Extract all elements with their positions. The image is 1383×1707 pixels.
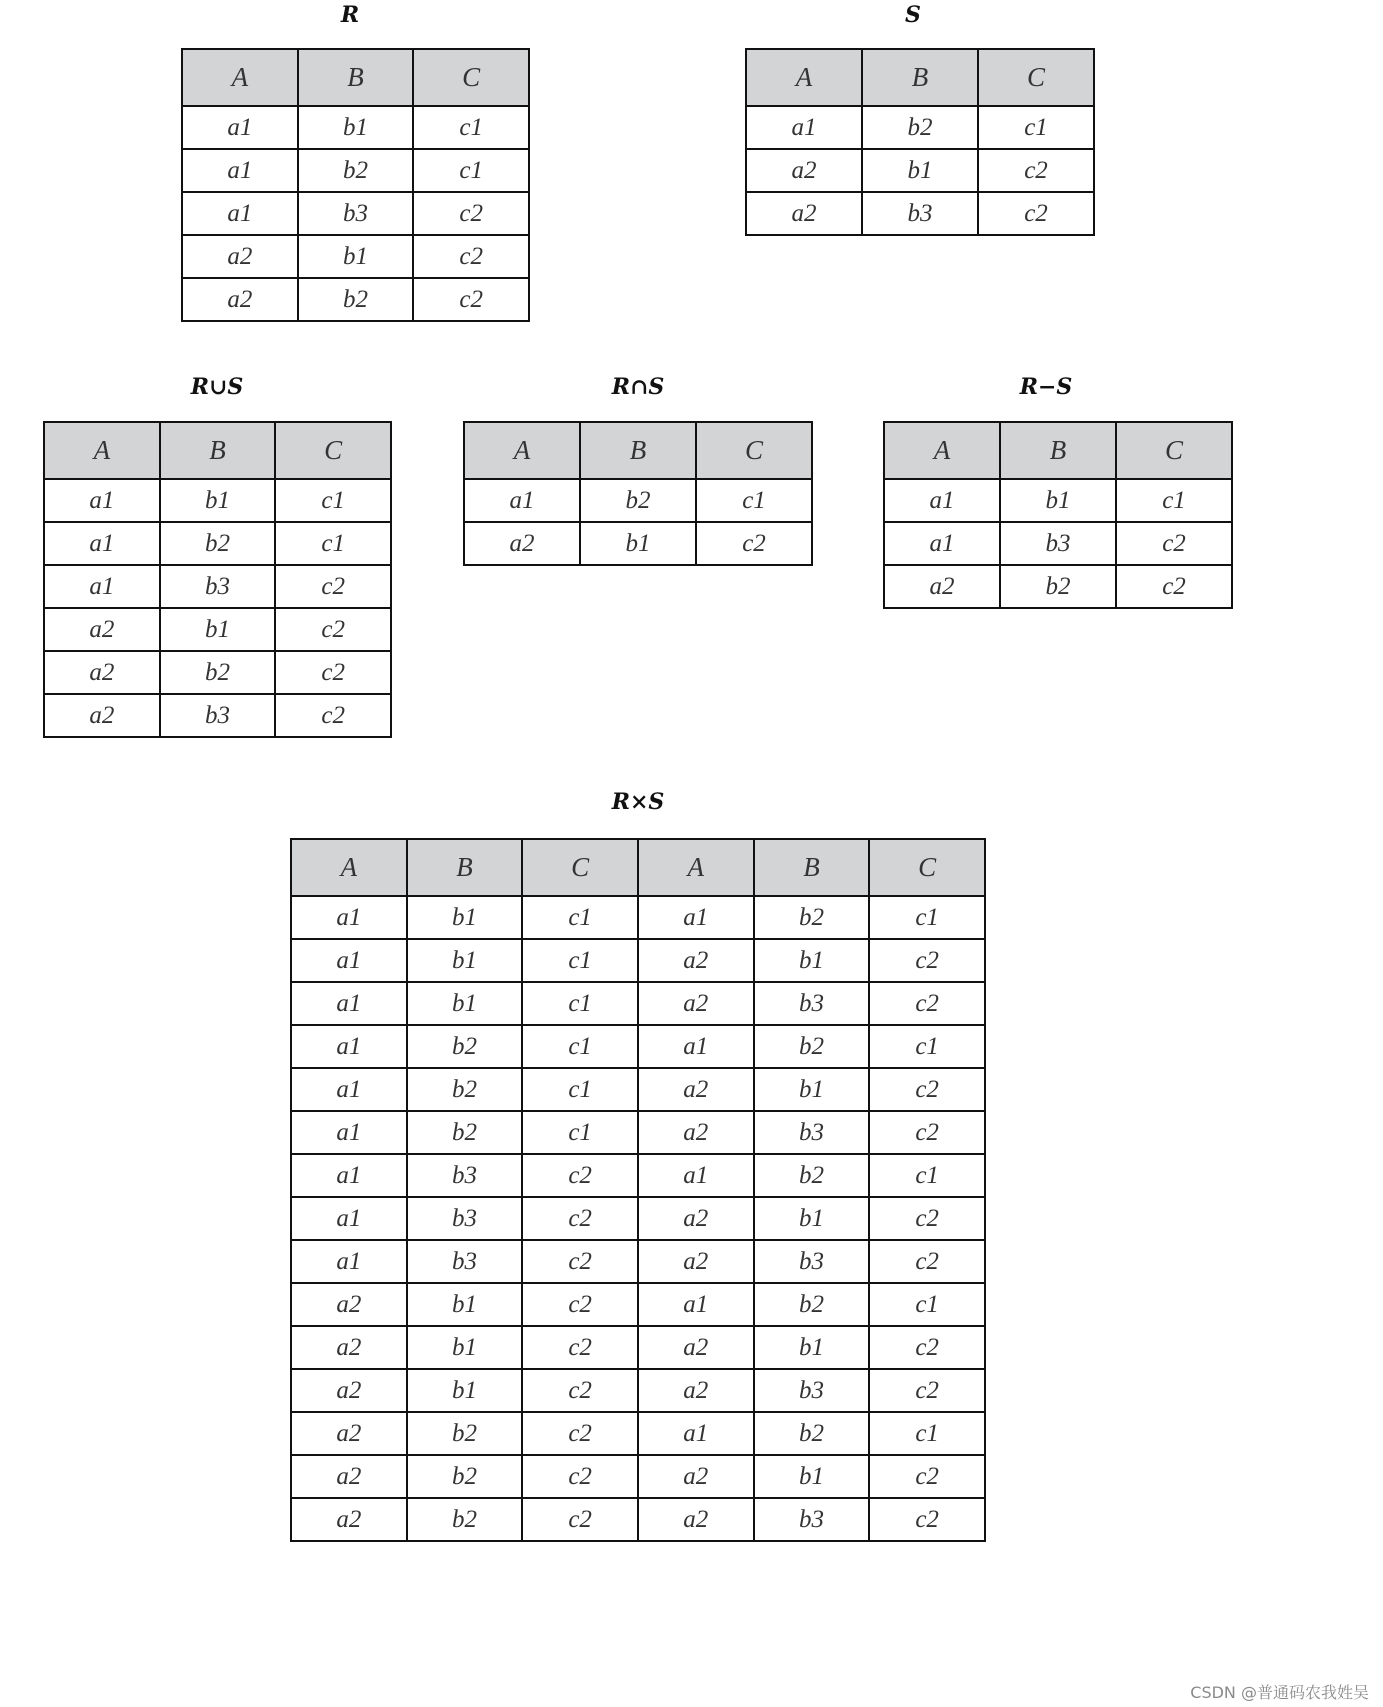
table-row <box>291 939 985 982</box>
table-row <box>746 106 1094 149</box>
table-cell: a2 <box>638 1068 754 1111</box>
table-r <box>181 48 530 322</box>
column-header: C <box>275 422 391 479</box>
table-cell: a1 <box>182 149 298 192</box>
table-cell: b2 <box>862 106 978 149</box>
table-row <box>182 149 529 192</box>
table-union <box>43 421 392 738</box>
table-cell: a2 <box>291 1498 407 1541</box>
table-cell: b3 <box>1000 522 1116 565</box>
table-cell: b3 <box>862 192 978 235</box>
table-row <box>291 1240 985 1283</box>
table-cell: a2 <box>638 1197 754 1240</box>
table-cell: b2 <box>754 1154 870 1197</box>
table-cell: c2 <box>522 1498 638 1541</box>
table-cell: b1 <box>407 1283 523 1326</box>
table-cell: c2 <box>978 149 1094 192</box>
column-header: A <box>746 49 862 106</box>
table-cell: c1 <box>522 1068 638 1111</box>
table-cell: c1 <box>413 149 529 192</box>
table-cell: c2 <box>413 278 529 321</box>
table-cell: a1 <box>291 939 407 982</box>
table-cell: a2 <box>182 235 298 278</box>
table-cell: a1 <box>464 479 580 522</box>
header-row <box>291 839 985 896</box>
table-cell: c1 <box>522 939 638 982</box>
table-cell: a2 <box>638 1111 754 1154</box>
table-cell: c1 <box>869 1154 985 1197</box>
table-cell: b1 <box>754 1326 870 1369</box>
column-header: B <box>298 49 414 106</box>
table-cell: c1 <box>869 1283 985 1326</box>
column-header: A <box>44 422 160 479</box>
table-cell: a2 <box>638 1498 754 1541</box>
table-cell: b2 <box>298 278 414 321</box>
table-cell: c1 <box>522 1111 638 1154</box>
table-cell: a1 <box>291 896 407 939</box>
table-row <box>291 1197 985 1240</box>
table-intersection <box>463 421 813 566</box>
table-cell: b1 <box>407 1369 523 1412</box>
table-cell: a1 <box>884 479 1000 522</box>
column-header: B <box>407 839 523 896</box>
column-header: A <box>884 422 1000 479</box>
table-row <box>291 1498 985 1541</box>
table-cell: b2 <box>1000 565 1116 608</box>
table-cell: a2 <box>638 939 754 982</box>
table-cell: a2 <box>182 278 298 321</box>
table-cell: a1 <box>182 106 298 149</box>
table-cell: b1 <box>1000 479 1116 522</box>
table-row <box>464 479 812 522</box>
table-row <box>291 1154 985 1197</box>
table-cell: c2 <box>413 235 529 278</box>
table-cell: a1 <box>291 1111 407 1154</box>
table-cell: c1 <box>696 479 812 522</box>
table-cell: a1 <box>884 522 1000 565</box>
column-header: A <box>464 422 580 479</box>
table-cell: c2 <box>522 1197 638 1240</box>
table-cell: b2 <box>407 1068 523 1111</box>
table-cell: a1 <box>291 1154 407 1197</box>
table-row <box>44 479 391 522</box>
column-header: B <box>580 422 696 479</box>
table-cell: b1 <box>298 106 414 149</box>
table-row <box>291 1369 985 1412</box>
column-header: B <box>754 839 870 896</box>
table-row <box>182 235 529 278</box>
table-cell: c2 <box>869 1369 985 1412</box>
table-cell: a2 <box>638 1240 754 1283</box>
table-cell: c2 <box>869 1068 985 1111</box>
table-row <box>291 1068 985 1111</box>
table-cell: b3 <box>407 1197 523 1240</box>
table-cell: b3 <box>160 565 276 608</box>
table-cell: b2 <box>298 149 414 192</box>
table-cell: b1 <box>298 235 414 278</box>
table-cell: c2 <box>275 565 391 608</box>
table-cell: a1 <box>638 1283 754 1326</box>
table-cell: a1 <box>44 565 160 608</box>
table-cell: a2 <box>638 982 754 1025</box>
table-cell: b2 <box>580 479 696 522</box>
table-cell: a2 <box>746 192 862 235</box>
table-cell: c2 <box>869 1111 985 1154</box>
table-cell: a2 <box>44 608 160 651</box>
table-cell: c1 <box>869 896 985 939</box>
table-row <box>291 1326 985 1369</box>
table-cell: b2 <box>407 1455 523 1498</box>
table-cell: a1 <box>291 1197 407 1240</box>
table-cell: b2 <box>754 896 870 939</box>
table-cell: b2 <box>754 1025 870 1068</box>
table-cell: c1 <box>522 982 638 1025</box>
table-cell: c2 <box>522 1283 638 1326</box>
column-header: B <box>1000 422 1116 479</box>
header-row <box>884 422 1232 479</box>
table-cell: a2 <box>291 1326 407 1369</box>
column-header: A <box>291 839 407 896</box>
table-cell: b1 <box>407 896 523 939</box>
table-cell: b3 <box>754 1240 870 1283</box>
table-cell: a1 <box>638 896 754 939</box>
table-row <box>884 479 1232 522</box>
table-s <box>745 48 1095 236</box>
table-cell: b1 <box>407 939 523 982</box>
table-cell: b3 <box>754 1111 870 1154</box>
table-cell: a1 <box>44 479 160 522</box>
table-cell: b1 <box>407 982 523 1025</box>
column-header: C <box>1116 422 1232 479</box>
table-cell: c1 <box>522 896 638 939</box>
table-cell: b1 <box>407 1326 523 1369</box>
table-row <box>182 192 529 235</box>
table-cell: c2 <box>978 192 1094 235</box>
table-cell: a2 <box>44 694 160 737</box>
table-cell: a2 <box>638 1326 754 1369</box>
table-cell: a1 <box>746 106 862 149</box>
table-cell: c1 <box>413 106 529 149</box>
title-product: R×S <box>611 789 665 815</box>
table-cell: c2 <box>522 1369 638 1412</box>
table-row <box>44 651 391 694</box>
table-cell: a2 <box>464 522 580 565</box>
table-row <box>44 694 391 737</box>
table-row <box>182 278 529 321</box>
table-cell: c2 <box>522 1240 638 1283</box>
table-cell: a1 <box>44 522 160 565</box>
table-cell: c2 <box>1116 522 1232 565</box>
table-cell: c2 <box>869 1197 985 1240</box>
table-cell: b2 <box>160 522 276 565</box>
table-cell: b3 <box>754 1498 870 1541</box>
table-cell: c2 <box>275 608 391 651</box>
column-header: B <box>862 49 978 106</box>
table-cell: a2 <box>638 1369 754 1412</box>
table-row <box>291 1025 985 1068</box>
table-cell: a1 <box>638 1412 754 1455</box>
table-cell: b2 <box>407 1498 523 1541</box>
table-row <box>44 608 391 651</box>
table-cell: a1 <box>182 192 298 235</box>
table-cell: b3 <box>754 982 870 1025</box>
table-cell: c2 <box>522 1326 638 1369</box>
table-cell: b1 <box>754 939 870 982</box>
table-cell: b3 <box>407 1154 523 1197</box>
table-cell: b2 <box>754 1283 870 1326</box>
table-cell: c2 <box>522 1412 638 1455</box>
table-cell: c2 <box>869 982 985 1025</box>
table-cell: a2 <box>746 149 862 192</box>
table-cell: a2 <box>884 565 1000 608</box>
table-row <box>291 896 985 939</box>
table-cell: b2 <box>160 651 276 694</box>
table-row <box>746 192 1094 235</box>
table-row <box>884 522 1232 565</box>
column-header: B <box>160 422 276 479</box>
column-header: A <box>638 839 754 896</box>
table-product <box>290 838 986 1542</box>
watermark: CSDN @普通码农我姓吴 <box>1190 1683 1369 1702</box>
table-cell: b3 <box>407 1240 523 1283</box>
table-cell: c2 <box>522 1455 638 1498</box>
table-cell: c2 <box>696 522 812 565</box>
header-row <box>746 49 1094 106</box>
table-cell: c1 <box>522 1025 638 1068</box>
table-cell: a1 <box>638 1154 754 1197</box>
table-cell: b1 <box>580 522 696 565</box>
table-cell: c1 <box>869 1412 985 1455</box>
header-row <box>44 422 391 479</box>
table-cell: a1 <box>638 1025 754 1068</box>
table-cell: a1 <box>291 982 407 1025</box>
table-cell: b1 <box>160 608 276 651</box>
table-row <box>291 1283 985 1326</box>
column-header: C <box>413 49 529 106</box>
table-cell: c2 <box>1116 565 1232 608</box>
table-row <box>884 565 1232 608</box>
table-cell: c1 <box>978 106 1094 149</box>
title-r: R <box>340 2 360 28</box>
table-cell: a2 <box>638 1455 754 1498</box>
table-cell: c2 <box>869 1240 985 1283</box>
table-cell: c2 <box>275 694 391 737</box>
table-cell: a2 <box>291 1412 407 1455</box>
table-cell: c2 <box>413 192 529 235</box>
table-cell: b3 <box>754 1369 870 1412</box>
table-cell: a1 <box>291 1240 407 1283</box>
column-header: C <box>696 422 812 479</box>
table-cell: c1 <box>275 479 391 522</box>
table-cell: b3 <box>160 694 276 737</box>
table-cell: b3 <box>298 192 414 235</box>
table-cell: a2 <box>291 1369 407 1412</box>
table-cell: a2 <box>291 1455 407 1498</box>
title-union: R∪S <box>190 374 244 400</box>
column-header: C <box>869 839 985 896</box>
title-difference: R−S <box>1019 374 1073 400</box>
table-cell: c1 <box>1116 479 1232 522</box>
table-cell: c1 <box>275 522 391 565</box>
table-row <box>464 522 812 565</box>
table-cell: b1 <box>754 1455 870 1498</box>
table-cell: c2 <box>869 1498 985 1541</box>
table-row <box>746 149 1094 192</box>
table-row <box>182 106 529 149</box>
table-row <box>44 565 391 608</box>
table-difference <box>883 421 1233 609</box>
table-cell: b2 <box>407 1111 523 1154</box>
table-cell: c2 <box>869 1455 985 1498</box>
table-row <box>291 982 985 1025</box>
column-header: C <box>978 49 1094 106</box>
table-cell: c2 <box>275 651 391 694</box>
table-cell: c2 <box>522 1154 638 1197</box>
title-intersection: R∩S <box>611 374 665 400</box>
table-cell: a2 <box>44 651 160 694</box>
table-cell: b1 <box>160 479 276 522</box>
table-cell: c1 <box>869 1025 985 1068</box>
table-cell: a1 <box>291 1068 407 1111</box>
table-cell: b1 <box>862 149 978 192</box>
table-cell: b2 <box>407 1025 523 1068</box>
table-cell: b2 <box>754 1412 870 1455</box>
table-row <box>291 1455 985 1498</box>
table-cell: b1 <box>754 1068 870 1111</box>
table-cell: b1 <box>754 1197 870 1240</box>
column-header: A <box>182 49 298 106</box>
table-cell: c2 <box>869 939 985 982</box>
table-row <box>291 1412 985 1455</box>
table-cell: b2 <box>407 1412 523 1455</box>
title-s: S <box>905 2 921 28</box>
table-row <box>44 522 391 565</box>
table-cell: c2 <box>869 1326 985 1369</box>
table-row <box>291 1111 985 1154</box>
table-cell: a2 <box>291 1283 407 1326</box>
header-row <box>464 422 812 479</box>
header-row <box>182 49 529 106</box>
column-header: C <box>522 839 638 896</box>
table-cell: a1 <box>291 1025 407 1068</box>
